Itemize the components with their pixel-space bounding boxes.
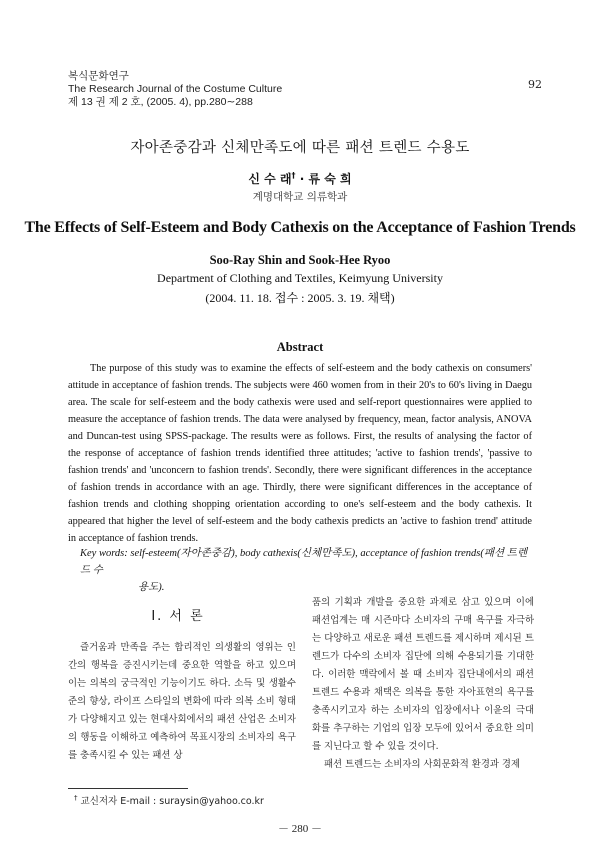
keywords: [80, 545, 532, 596]
intro-right-paragraph-1: 품의 기획과 개발을 중요한 과제로 삼고 있으며 이에 패션업계는 매 시즌마다 소비자의 구매 욕구를 자극하는 다양하고 새로운 패션 트렌드를 제시하며 제시된 트렌드가 다수의 소비자 집단에 의해 수용되기를 기대한다. 이러한 맥락에서 볼 때 소비자 집단내에서의 패션 트렌드 수용과 채택은 의복을 통한 자아표현의 욕구를 충족시키고자 하는 소비자의 입장에서나 이윤의 극대화를 추구하는 기업의 입장 모두에 있어서 중요한 의미를 지닌다고 할 수 있을 것이다.: [312, 597, 534, 752]
footnote-text: 교신저자 E-mail : suraysin@yahoo.co.kr: [77, 796, 264, 807]
intro-right-paragraph-2: 패션 트렌드는 소비자의 사회문화적 환경과 경제: [324, 759, 521, 770]
abstract-heading: Abstract: [276, 340, 324, 354]
keywords-line-1: Key words: self-esteem(자아존중감), body cathexis(신체만족도), acceptance of fashion trends(패션 트렌드 수: [80, 548, 528, 576]
journal-name-korean: 복식문화연구: [68, 70, 129, 82]
abstract-body: The purpose of this study was to examine the effects of self-esteem and the body cathexis on consumers' attitude in acceptance of fashion trends. The subjects were 460 women from in their 20's to 60's living in Daegu area. The scale for self-esteem and the body cathexis were used and self-report questionnaires were applied to measure the acceptance of fashion trends. The data were analysed by frequency, mean, factor analysis, ANOVA and Duncan-test using SPSS-package. The results were as follows. First, the results of analysing the factor of the response of acceptance of fashion trends identified three attitudes; 'active to fashion trends', 'passive to fashion trends' and 'unconcern to fashion trends'. Secondly, there were significant differences in the acceptance of fashion trends in accordance with an age. Thirdly, there were significant differences in the acceptance of fashion trends and clothing shopping orientation according to one's self-esteem and the body cathexis. It appeared that higher the level of self-esteem and the body cathexis predicts an 'active to fashion trend' attitude in acceptance of fashion trends.: [68, 363, 532, 544]
page-number-top: 92: [528, 78, 542, 91]
english-affiliation: Department of Clothing and Textiles, Keimyung University: [157, 271, 443, 285]
korean-author-second: · 류 숙 희: [295, 172, 352, 186]
korean-author-first: 신 수 래: [248, 172, 292, 186]
korean-authors: [0, 170, 600, 187]
keywords-line-2: 용도).: [138, 582, 165, 593]
english-authors: Soo-Ray Shin and Sook-Hee Ryoo: [209, 253, 391, 267]
korean-affiliation: 계명대학교 의류학과: [252, 191, 348, 203]
korean-title: 자아존중감과 신체만족도에 따른 패션 트렌드 수용도: [130, 140, 470, 156]
intro-left-column: 즐거움과 만족을 주는 합리적인 의생활의 영위는 인간의 행복을 증진시키는데 중요한 역할을 하고 있으며 이는 의복의 궁극적인 기능이기도 하다. 소득 및 생활수준의 향상, 라이프 스타일의 변화에 따라 의복 소비 형태가 다양해지고 있는 현대사회에서의 패션 산업은 소비자의 행동을 이해하고 예측하여 목표시장의 소비자의 욕구를 충족시킬 수 있는 패션 상: [68, 642, 296, 761]
journal-name-english: The Research Journal of the Costume Culture: [68, 83, 283, 95]
submission-dates: (2004. 11. 18. 접수 : 2005. 3. 19. 채택): [205, 291, 395, 305]
footnote-rule: [68, 788, 188, 789]
journal-header: [68, 70, 282, 109]
footnote: [74, 793, 264, 807]
corresponding-mark: †: [291, 171, 296, 180]
footnote-mark: †: [74, 793, 78, 802]
intro-right-column: [312, 594, 534, 774]
section-heading-introduction: Ⅰ. 서 론: [151, 609, 205, 624]
page-number-bottom: － 280 －: [278, 823, 322, 835]
volume-info: 제 13 권 제 2 호, (2005. 4), pp.280∼288: [68, 96, 253, 108]
english-title: The Effects of Self-Esteem and Body Cathexis on the Acceptance of Fashion Trends: [24, 219, 576, 236]
